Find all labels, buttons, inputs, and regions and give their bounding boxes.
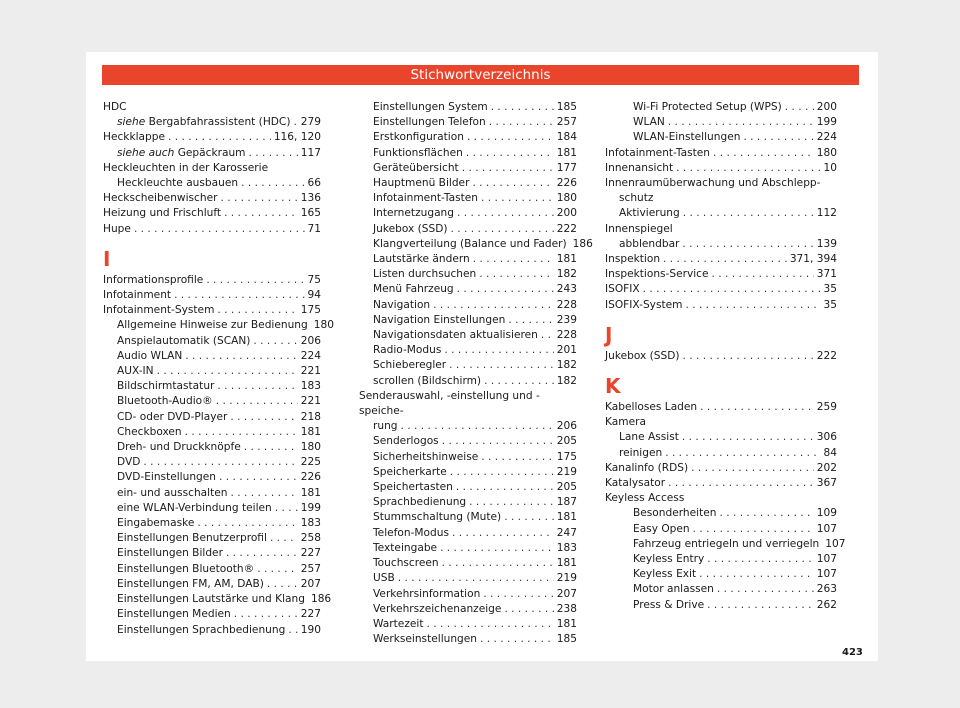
index-entry: abblendbar . . . 139 — [619, 237, 837, 252]
index-entry: Verkehrsinformation . . . 207 — [359, 587, 577, 602]
index-entry: rung . . . 206 — [359, 419, 577, 434]
index-entry: ISOFIX-System . . . 35 — [605, 298, 837, 313]
index-entry: Innenansicht . . . 10 — [605, 161, 837, 176]
index-entry-hdc: HDC — [103, 101, 127, 113]
index-entry: Hupe . . . 71 — [103, 222, 321, 237]
index-entry: Bildschirmtastatur . . . 183 — [103, 379, 321, 394]
index-entry: Senderlogos . . . 205 — [359, 434, 577, 449]
index-entry: Heckscheibenwischer . . . 136 — [103, 191, 321, 206]
index-entry: Schieberegler . . . 182 — [359, 358, 577, 373]
index-entry: CD- oder DVD-Player . . . 218 — [103, 410, 321, 425]
index-entry: Navigation . . . 228 — [359, 298, 577, 313]
index-entry: Menü Fahrzeug . . . 243 — [359, 282, 577, 297]
page-number: 423 — [842, 647, 863, 658]
index-entry: Telefon-Modus . . . 247 — [359, 526, 577, 541]
index-column-1 — [103, 100, 334, 638]
index-entry: Besonderheiten . . . 109 — [619, 506, 837, 521]
section-letter-i: I — [103, 246, 111, 271]
index-entry: DVD-Einstellungen . . . 226 — [103, 470, 321, 485]
section-banner: Stichwortverzeichnis — [102, 65, 859, 85]
index-entry: DVD . . . 225 — [103, 455, 321, 470]
index-entry: Einstellungen Bilder . . . 227 — [103, 546, 321, 561]
index-entry: scrollen (Bildschirm) . . . 182 — [359, 374, 577, 389]
index-entry: Keyless Entry . . . 107 — [619, 552, 837, 567]
infotainment-subentries-continued-2 — [359, 434, 577, 647]
index-entry: Lautstärke ändern . . . 181 — [359, 252, 577, 267]
index-entry-kamera: Kamera — [605, 416, 646, 429]
index-entry: Erstkonfiguration . . . 184 — [359, 130, 577, 145]
index-entry: Einstellungen Benutzerprofil . . . 258 — [103, 531, 321, 546]
infotainment-subentries — [103, 318, 334, 637]
index-entry: Aktivierung . . . 112 — [619, 206, 837, 221]
index-column-2 — [359, 100, 593, 647]
index-entry: Heckklappe . . . 116, 120 — [103, 130, 321, 145]
index-entry: Speichertasten . . . 205 — [359, 480, 577, 495]
index-entry: siehe Bergabfahrassistent (HDC) . . . 279 — [103, 115, 321, 130]
index-entry: Checkboxen . . . 181 — [103, 425, 321, 440]
index-entry: Listen durchsuchen . . . 182 — [359, 267, 577, 282]
index-entry: Touchscreen . . . 181 — [359, 556, 577, 571]
index-entry: Audio WLAN . . . 224 — [103, 349, 321, 364]
index-entry: Speicherkarte . . . 219 — [359, 465, 577, 480]
index-entry: Jukebox (SSD) . . . 222 — [605, 349, 837, 364]
index-entry-sender: Senderauswahl, -einstellung und -speiche- — [359, 389, 540, 418]
index-entry: Radio-Modus . . . 201 — [359, 343, 577, 358]
index-entry: Easy Open . . . 107 — [619, 522, 837, 537]
index-entry: Infotainment-Tasten . . . 180 — [605, 146, 837, 161]
index-entry: Lane Assist . . . 306 — [619, 430, 837, 445]
index-entry: Einstellungen Lautstärke und Klang 186 — [117, 593, 332, 606]
index-entry-keyless: Keyless Access — [605, 492, 685, 505]
index-entry: Navigation Einstellungen . . . 239 — [359, 313, 577, 328]
index-entry: eine WLAN-Verbindung teilen . . . 199 — [103, 501, 321, 516]
section-letter-j: J — [605, 322, 613, 347]
index-entry: Einstellungen Medien . . . 227 — [103, 607, 321, 622]
index-entry-innenraum-cont: schutz — [619, 192, 654, 205]
index-entry: reinigen . . . 84 — [619, 446, 837, 461]
index-entry: Katalysator . . . 367 — [605, 476, 837, 491]
index-entry: Inspektion . . . 371, 394 — [605, 252, 837, 267]
index-entry: Inspektions-Service . . . 371 — [605, 267, 837, 282]
index-entry-innenraum: Innenraumüberwachung und Abschlepp- — [605, 177, 821, 190]
index-entry: Sicherheitshinweise . . . 175 — [359, 450, 577, 465]
index-entry: Einstellungen System . . . 185 — [359, 100, 577, 115]
wifi-subentries — [619, 100, 837, 146]
index-entry: Einstellungen Bluetooth® . . . 257 — [103, 562, 321, 577]
index-entry: Hauptmenü Bilder . . . 226 — [359, 176, 577, 191]
index-entry: USB . . . 219 — [359, 571, 577, 586]
index-entry: siehe auch Gepäckraum . . . 117 — [103, 146, 321, 161]
index-entry-heckleuchten: Heckleuchten in der Karosserie — [103, 161, 269, 174]
keyless-subentries — [619, 506, 846, 612]
index-entry: Heckleuchte ausbauen . . . 66 — [103, 176, 321, 191]
index-entry: Navigationsdaten aktualisieren . . . 228 — [359, 328, 577, 343]
index-entry: Einstellungen FM, AM, DAB) . . . 207 — [103, 577, 321, 592]
index-entry: ISOFIX . . . 35 — [605, 282, 837, 297]
index-entry: AUX-IN . . . 221 — [103, 364, 321, 379]
index-entry: Jukebox (SSD) . . . 222 — [359, 222, 577, 237]
index-entry: Kabelloses Laden . . . 259 — [605, 400, 837, 415]
index-entry-innenspiegel: Innenspiegel — [605, 222, 673, 235]
index-entry: Stummschaltung (Mute) . . . 181 — [359, 510, 577, 525]
index-entry: Infotainment-Tasten . . . 180 — [359, 191, 577, 206]
index-entry: Einstellungen Sprachbedienung . . . 190 — [103, 623, 321, 638]
index-entry: Klangverteilung (Balance und Fader) 186 — [373, 237, 593, 250]
index-entry: ein- und ausschalten . . . 181 — [103, 486, 321, 501]
index-entry: Informationsprofile . . . 75 — [103, 273, 321, 288]
index-entry: Allgemeine Hinweise zur Bedienung 180 — [117, 319, 334, 332]
index-entry: Texteingabe . . . 183 — [359, 541, 577, 556]
index-entry: Verkehrszeichenanzeige . . . 238 — [359, 602, 577, 617]
index-entry: Keyless Exit . . . 107 — [619, 567, 837, 582]
index-entry: Infotainment . . . 94 — [103, 288, 321, 303]
index-entry: Werkseinstellungen . . . 185 — [359, 632, 577, 647]
index-entry: Internetzugang . . . 200 — [359, 206, 577, 221]
index-entry: Fahrzeug entriegeln und verriegeln 107 — [633, 537, 846, 550]
index-entry: Heizung und Frischluft . . . 165 — [103, 206, 321, 221]
index-entry: Kanalinfo (RDS) . . . 202 — [605, 461, 837, 476]
index-entry: Einstellungen Telefon . . . 257 — [359, 115, 577, 130]
index-entry: Bluetooth-Audio® . . . 221 — [103, 394, 321, 409]
index-entry: Wi-Fi Protected Setup (WPS) . . . 200 — [633, 100, 837, 115]
index-entry: Anspielautomatik (SCAN) . . . 206 — [103, 334, 321, 349]
index-entry: Infotainment-System . . . 175 — [103, 303, 321, 318]
index-entry: WLAN . . . 199 — [633, 115, 837, 130]
index-entry: Sprachbedienung . . . 187 — [359, 495, 577, 510]
infotainment-subentries-continued — [359, 100, 593, 389]
section-letter-k: K — [605, 374, 621, 399]
index-entry: Funktionsflächen . . . 181 — [359, 146, 577, 161]
index-entry: Geräteübersicht . . . 177 — [359, 161, 577, 176]
index-entry: Press & Drive . . . 262 — [619, 598, 837, 613]
index-entry: Dreh- und Druckknöpfe . . . 180 — [103, 440, 321, 455]
index-column-3 — [605, 100, 846, 613]
index-entry: Motor anlassen . . . 263 — [619, 582, 837, 597]
index-entry: Wartezeit . . . 181 — [359, 617, 577, 632]
index-entry: Eingabemaske . . . 183 — [103, 516, 321, 531]
index-entry: WLAN-Einstellungen . . . 224 — [633, 130, 837, 145]
